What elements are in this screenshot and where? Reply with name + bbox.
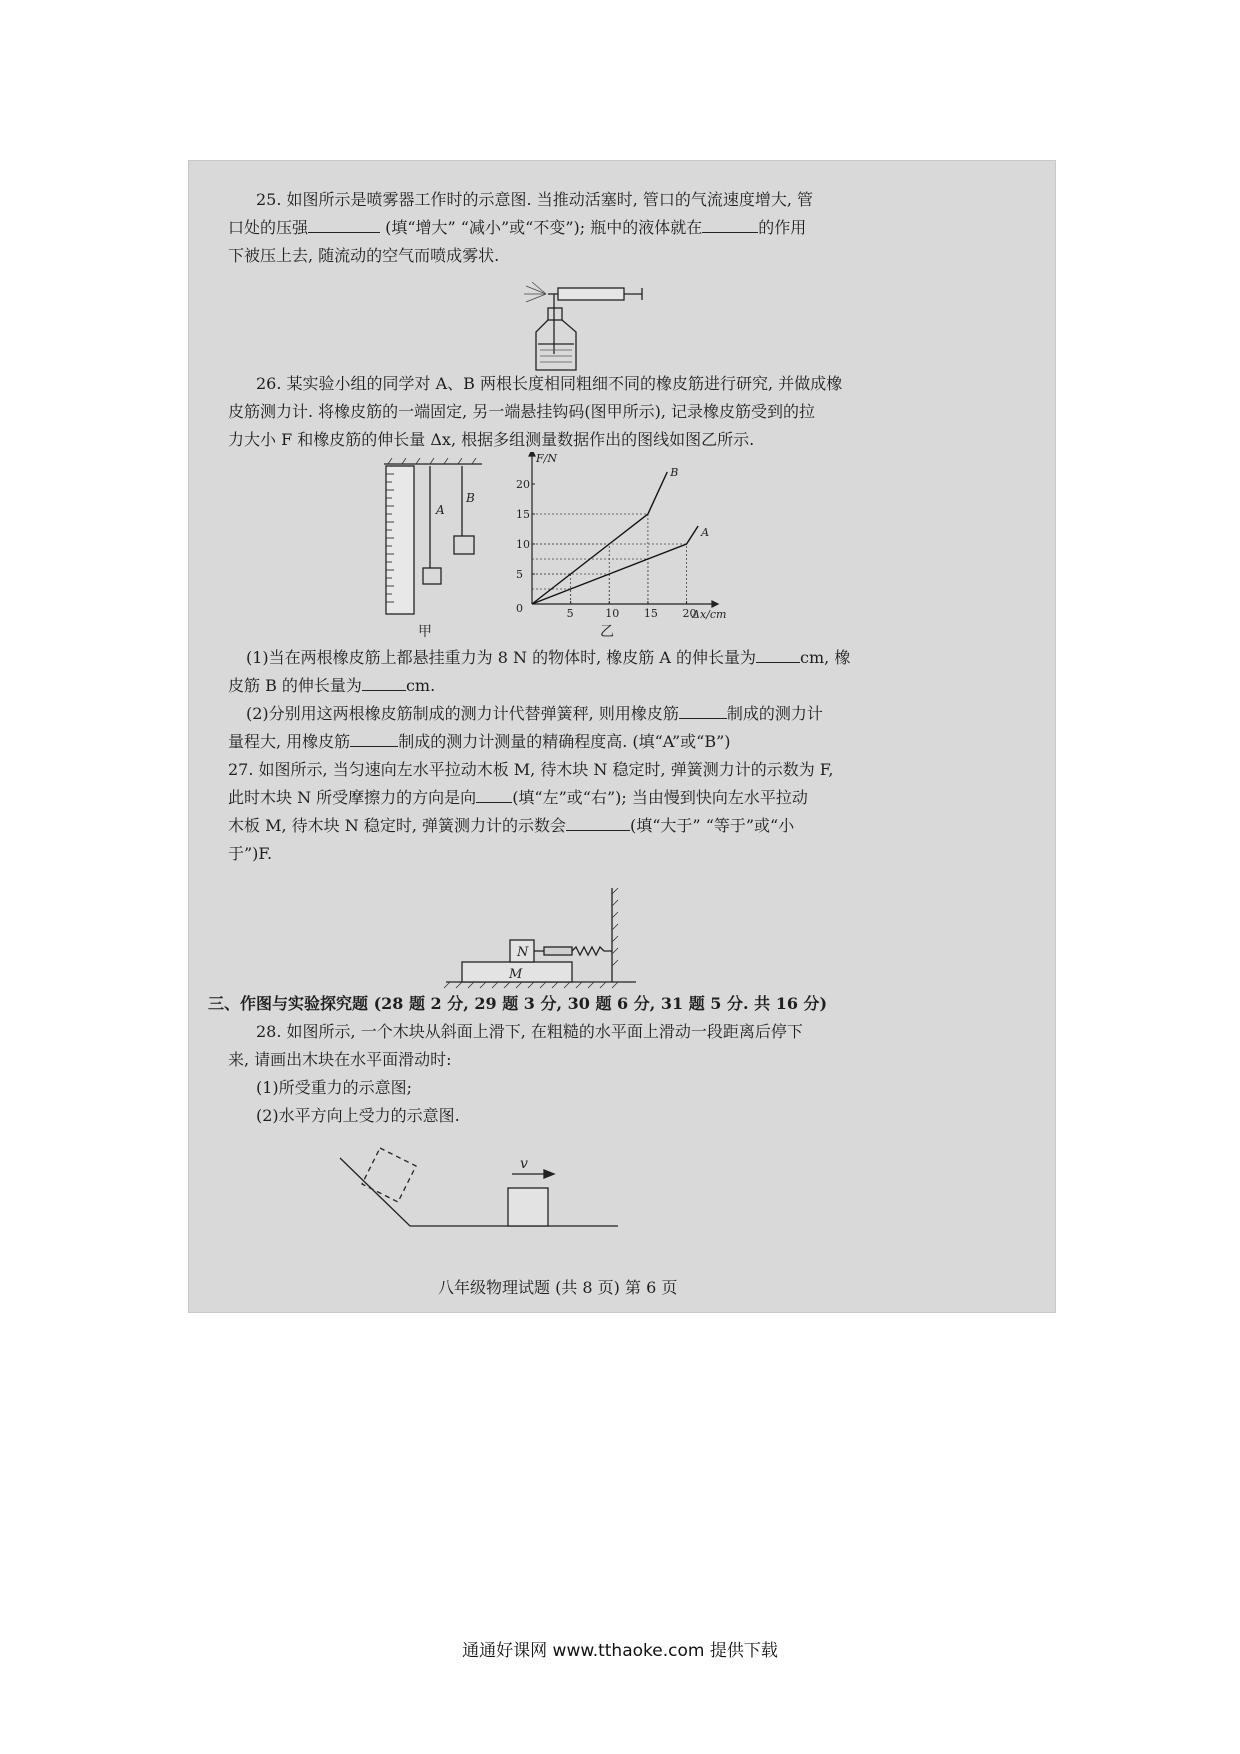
- q26-blank-a-length[interactable]: [756, 648, 800, 663]
- q26-sub1-line-2: [228, 676, 435, 696]
- q26-line-1: 26. 某实验小组的同学对 A、B 两根长度相同粗细不同的橡皮筋进行研究, 并做成橡: [256, 374, 843, 393]
- q26-line-3: 力大小 F 和橡皮筋的伸长量 Δx, 根据多组测量数据作出的图线如图乙所示.: [228, 430, 755, 449]
- q26-sub1-text-b: cm, 橡: [800, 648, 851, 667]
- q26-sub2-text-d: 制成的测力计测量的精确程度高. (填“A”或“B”): [398, 732, 731, 751]
- q26-sub2-text-b: 制成的测力计: [726, 704, 823, 723]
- q26-line-2: 皮筋测力计. 将橡皮筋的一端固定, 另一端悬挂钩码(图甲所示), 记录橡皮筋受到的拉: [228, 402, 816, 421]
- q26-sub1-text-c: 皮筋 B 的伸长量为: [228, 676, 362, 695]
- q25-blank-2[interactable]: [702, 218, 758, 233]
- q25-text-b: (填“增大” “减小”或“不变”); 瓶中的液体就在: [385, 218, 703, 237]
- q28-line-2: 来, 请画出木块在水平面滑动时:: [228, 1050, 452, 1069]
- q27-line-4: 于”)F.: [228, 844, 273, 863]
- q26-sub2-text-a: (2)分别用这两根橡皮筋制成的测力计代替弹簧秤, 则用橡皮筋: [246, 704, 679, 723]
- chart-y-arrow: [529, 452, 535, 456]
- q25-text-a: 口处的压强: [228, 218, 309, 237]
- q26-blank-precision[interactable]: [350, 732, 398, 747]
- q27-text-a: 此时木块 N 所受摩擦力的方向是向: [228, 788, 477, 807]
- q27-line-3: [228, 816, 794, 836]
- figure-jia-caption: 甲: [418, 624, 432, 638]
- band-label-b: B: [466, 491, 475, 505]
- q26-sub1-text-a: (1)当在两根橡皮筋上都悬挂重力为 8 N 的物体时, 橡皮筋 A 的伸长量为: [246, 648, 757, 667]
- q26-sub2-line-1: [246, 704, 823, 724]
- scanned-exam-page: [188, 160, 1056, 1313]
- chart-series-b-line: [532, 472, 667, 604]
- q27-text-b: (填“左”或“右”); 当由慢到快向左水平拉动: [512, 788, 808, 807]
- q25-line-3: 下被压上去, 随流动的空气而喷成雾状.: [228, 246, 500, 265]
- q26-sub1-text-d: cm.: [405, 676, 436, 695]
- chart-y-axis-label: F/N: [536, 452, 557, 465]
- chart-series-a-line: [532, 526, 698, 604]
- q25-line-2: [228, 218, 806, 238]
- chart-series-b-label: B: [670, 466, 679, 479]
- q25-blank-1[interactable]: [308, 218, 380, 233]
- chart-x-tick-label: 20: [682, 607, 697, 620]
- chart-y-tick-label: 10: [516, 538, 530, 551]
- q26-blank-range[interactable]: [679, 704, 727, 719]
- sprayer-figure: [518, 280, 658, 376]
- q26-sub2-text-c: 量程大, 用橡皮筋: [228, 732, 351, 751]
- chart-y-tick-label: 5: [516, 568, 523, 581]
- q27-line-2: [228, 788, 808, 808]
- q28-incline-figure: [338, 1140, 628, 1240]
- chart-x-tick-label: 5: [566, 607, 574, 620]
- q28-line-1: 28. 如图所示, 一个木块从斜面上滑下, 在粗糙的水平面上滑动一段距离后停下: [256, 1022, 803, 1041]
- chart-y-tick-label: 15: [516, 508, 530, 521]
- page-footer: 八年级物理试题 (共 8 页) 第 6 页: [438, 1278, 678, 1297]
- site-footer: 通通好课网 www.tthaoke.com 提供下载: [462, 1641, 778, 1661]
- q27-text-d: (填“大于” “等于”或“小: [630, 816, 795, 835]
- q27-blank-direction[interactable]: [476, 788, 512, 803]
- chart-y-tick-label: 20: [516, 478, 530, 491]
- q27-text-c: 木板 M, 待木块 N 稳定时, 弹簧测力计的示数会: [228, 816, 566, 835]
- q26-blank-b-length[interactable]: [362, 676, 406, 691]
- q25-line-1: 25. 如图所示是喷雾器工作时的示意图. 当推动活塞时, 管口的气流速度增大, 管: [256, 190, 814, 209]
- chart-series-a-label: A: [701, 526, 710, 539]
- section-3-heading: 三、作图与实验探究题 (28 题 2 分, 29 题 3 分, 30 题 6 分, 31 题 5 分. 共 16 分): [208, 994, 828, 1013]
- block-n-label: N: [517, 945, 529, 960]
- q28-sub-2: (2)水平方向上受力的示意图.: [256, 1106, 460, 1125]
- band-label-a: A: [436, 503, 445, 517]
- q28-sub-1: (1)所受重力的示意图;: [256, 1078, 413, 1097]
- q26-sub2-line-2: [228, 732, 731, 752]
- velocity-label: v: [520, 1156, 528, 1172]
- q26-sub1-line-1: [246, 648, 850, 668]
- q27-blank-compare[interactable]: [566, 816, 630, 831]
- q25-text-c: 的作用: [758, 218, 807, 237]
- q27-line-1: 27. 如图所示, 当匀速向左水平拉动木板 M, 待木块 N 稳定时, 弹簧测力计的示数为 F,: [228, 760, 834, 779]
- chart-origin-label: 0: [516, 602, 523, 615]
- chart-x-axis-label: Δx/cm: [692, 608, 727, 621]
- chart-x-tick-label: 10: [605, 607, 620, 620]
- chart-x-arrow: [712, 601, 718, 607]
- figure-jia-rubber-bands: [378, 458, 488, 638]
- board-m-label: M: [509, 967, 523, 982]
- figure-yi-chart: [506, 452, 738, 642]
- q27-board-block-figure: [442, 884, 642, 990]
- chart-x-tick-label: 15: [643, 607, 658, 620]
- figure-yi-caption: 乙: [600, 624, 614, 640]
